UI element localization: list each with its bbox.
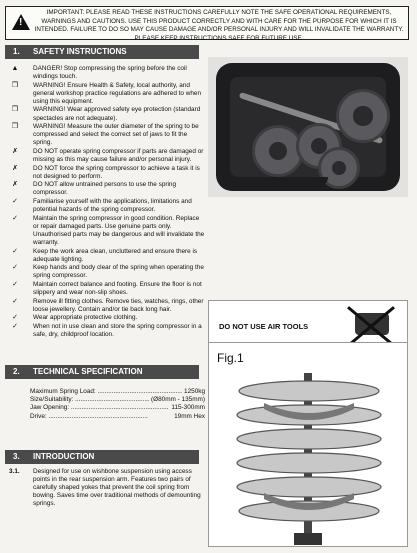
no-air-tools-label: DO NOT USE AIR TOOLS: [219, 322, 309, 331]
safety-item-text: Keep the work area clean, uncluttered and ensure there is adequate lighting.: [33, 247, 198, 263]
warning-box-icon: ❒: [11, 106, 19, 114]
spring-compressor-diagram: [209, 343, 408, 547]
check-icon: ✓: [12, 247, 18, 255]
section-number: 1.: [13, 47, 20, 56]
safety-item-text: Maintain the spring compressor in good condition. Replace or repair damaged parts. Use genuine parts only. Unauthorised parts may be dangerous and will invalidate the warranty.: [33, 214, 205, 246]
safety-item-text: Remove ill fitting clothes. Remove ties, watches, rings, other loose jewellery. Contain and/or tie back long hair.: [33, 297, 204, 313]
safety-item-text: Familiarise yourself with the applications, limitations and potential hazards of the spring compressor.: [33, 198, 192, 214]
safety-item-text: Maintain correct balance and footing. Ensure the floor is not slippery and wear non-slip shoes.: [33, 280, 202, 297]
spec-row: [30, 413, 205, 421]
danger-icon: ▲: [11, 65, 19, 72]
figure-caption: Fig.1: [217, 351, 244, 365]
check-icon: ✓: [12, 314, 18, 322]
cross-icon: ✗: [12, 164, 18, 172]
safety-item: [5, 215, 205, 247]
check-icon: ✓: [12, 297, 18, 305]
notice-text: IMPORTANT: PLEASE READ THESE INSTRUCTIONS CAREFULLY NOTE THE SAFE OPERATIONAL REQUIREMENTS, WARNINGS AND CAUTIONS. USE THIS PRODUCT CORRECTLY AND WITH CARE FOR THE PURPOSE FOR WHICH IT IS INTENDED. FAILURE TO DO SO MAY CAUSE DAMAGE AND/OR PERSONAL INJURY AND WILL INVALIDATE THE WARRANTY. PLEASE KEEP INSTRUCTIONS SAFE FOR FUTURE USE.: [34, 9, 404, 42]
case-handle: [268, 177, 328, 187]
intro-text: Designed for use on wishbone suspension using access points in the rear suspension arm. Features two pairs of carefully shaped yokes that prevent the coil spring from bowing. Saves time over traditional methods of demounting springs.: [33, 468, 201, 508]
safety-item: [5, 106, 205, 122]
warning-box-icon: ❒: [11, 81, 19, 89]
safety-item-text: DO NOT force the spring compressor to achieve a task it is not designed to perform.: [33, 164, 200, 180]
spec-row: [30, 388, 205, 396]
spec-key: Jaw Opening: .....: [30, 404, 169, 412]
cross-icon: ✗: [12, 147, 18, 155]
spec-value: (Ø80mm - 135mm): [151, 396, 205, 404]
safety-item: [5, 264, 205, 280]
spring-coil: [239, 381, 379, 401]
cross-icon: ✗: [12, 181, 18, 189]
safety-item: [5, 148, 205, 164]
safety-item: [5, 82, 205, 106]
safety-item: [5, 198, 205, 214]
section-number: 3.: [13, 452, 20, 461]
check-icon: ✓: [12, 214, 18, 222]
safety-item-text: WARNING! Measure the outer diameter of the spring to be compressed and select the correct set of jaws to fit the spring.: [33, 123, 199, 147]
safety-item: [5, 314, 205, 322]
spring-jaw: [336, 89, 390, 143]
spring-coil: [237, 429, 381, 449]
safety-item: [5, 323, 205, 339]
spec-row: [30, 404, 205, 412]
spec-value: 115-300mm: [171, 404, 205, 412]
safety-item: [5, 281, 205, 297]
safety-item-text: WARNING! Ensure Health & Safety, local authority, and general workshop practice regulations are adhered to when using this equipment.: [33, 81, 202, 105]
warning-box-icon: ❒: [11, 123, 19, 131]
safety-item: [5, 298, 205, 314]
section-header-intro: [5, 450, 199, 464]
check-icon: ✓: [12, 280, 18, 288]
tech-spec-table: [30, 388, 205, 421]
check-icon: ✓: [12, 264, 18, 272]
figure-1: [208, 342, 408, 547]
safety-item-text: Keep hands and body clear of the spring when operating the spring compressor.: [33, 264, 204, 280]
safety-item: [5, 123, 205, 147]
safety-item: [5, 65, 205, 81]
carry-case: [216, 63, 400, 191]
spec-key: Maximum Spring Load: .....: [30, 388, 182, 396]
introduction-paragraph: [5, 468, 205, 508]
spring-coil: [237, 453, 381, 473]
safety-item-text: DO NOT operate spring compressor if parts are damaged or missing as this may cause failure and/or personal injury.: [33, 147, 204, 164]
safety-item-text: WARNING! Wear approved safety eye protection (standard spectacles are not adequate).: [33, 106, 201, 122]
spring-coil: [237, 477, 381, 497]
check-icon: ✓: [12, 198, 18, 205]
safety-instructions-list: [5, 65, 205, 339]
spec-key: Size/Suitability: .....: [30, 396, 149, 404]
safety-item-text: Wear appropriate protective clothing.: [33, 314, 138, 322]
safety-item: [5, 248, 205, 264]
safety-item-text: DANGER! Stop compressing the spring before the coil windings touch.: [33, 65, 187, 81]
safety-item-text: DO NOT allow untrained persons to use the spring compressor.: [33, 181, 177, 197]
safety-item-text: When not in use clean and store the spring compressor in a safe, dry, childproof location.: [33, 322, 202, 338]
subsection-number: 3.1.: [9, 468, 20, 475]
section-title: TECHNICAL SPECIFICATION: [33, 367, 143, 376]
safety-item: [5, 181, 205, 197]
spec-key: Drive: .....: [30, 413, 172, 421]
hex-drive: [294, 533, 322, 545]
warning-triangle-icon: [12, 14, 30, 30]
check-icon: ✓: [12, 322, 18, 330]
section-number: 2.: [13, 367, 20, 376]
product-case-photo: [208, 57, 408, 197]
section-header-tech: [5, 365, 199, 379]
spec-row: [30, 396, 205, 404]
spec-value: 19mm Hex: [174, 412, 205, 420]
section-header-safety: [5, 45, 199, 59]
spec-value: 1250kg: [184, 388, 205, 395]
safety-item: [5, 165, 205, 181]
section-title: SAFETY INSTRUCTIONS: [33, 47, 127, 56]
section-title: INTRODUCTION: [33, 452, 95, 461]
important-notice: [5, 6, 409, 40]
